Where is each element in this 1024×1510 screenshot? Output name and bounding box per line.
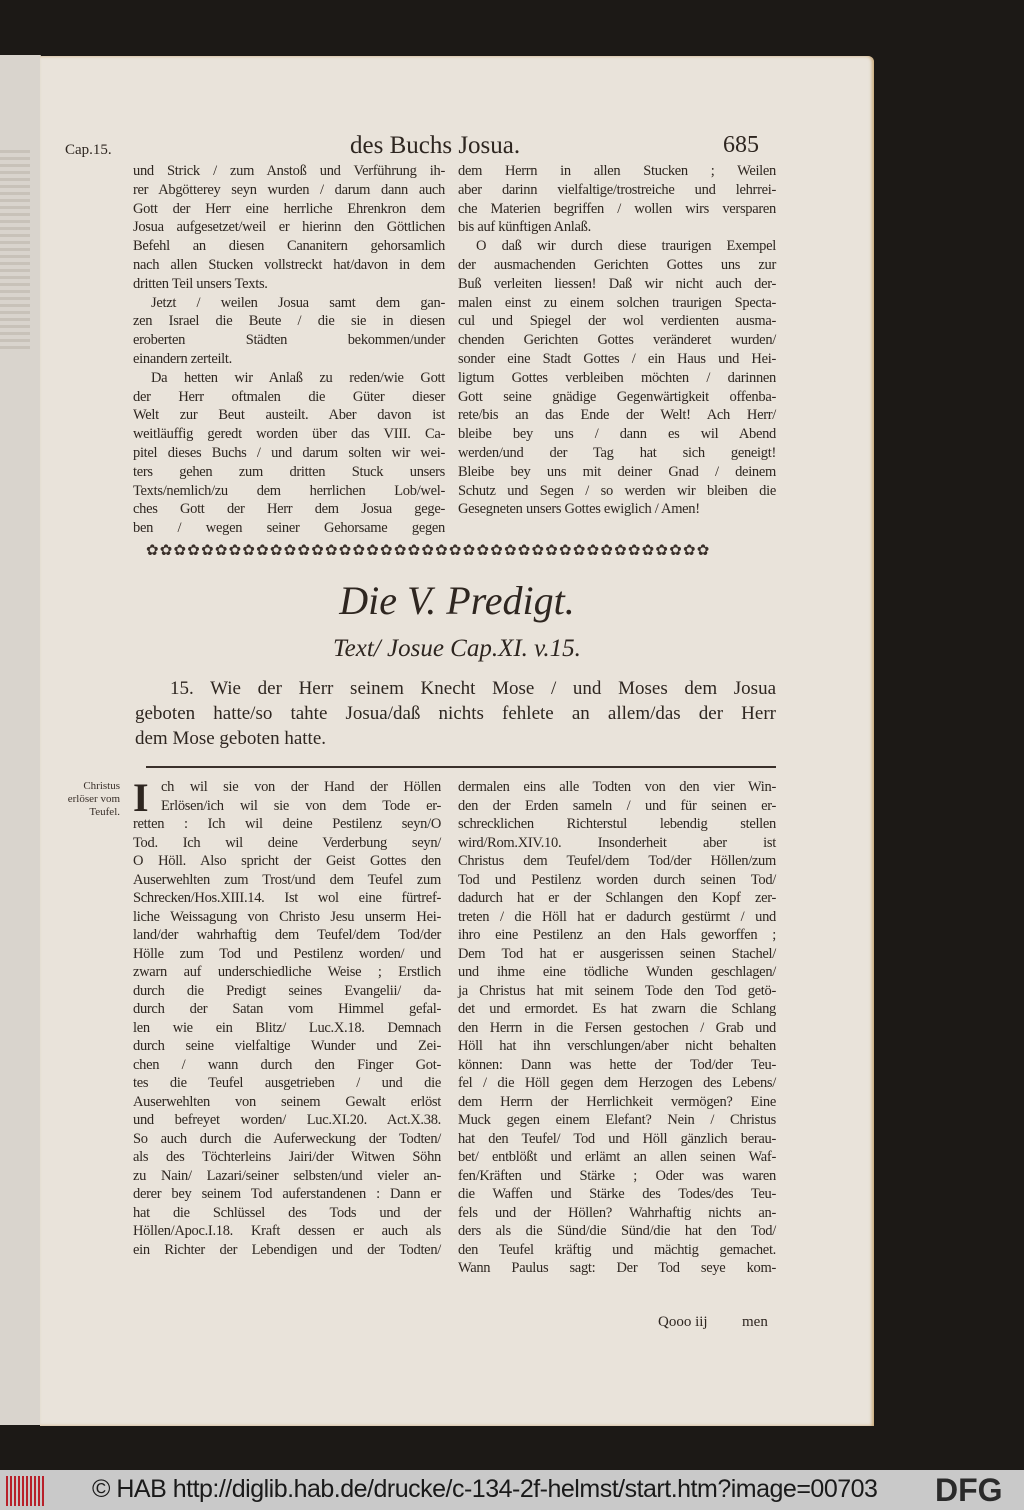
text-line: ein Richter der Lebendigen und der Todten/ — [133, 1241, 441, 1258]
text-line: Tod. Ich wil deine Verderbung seyn/ — [133, 834, 441, 851]
dfg-logo: DFG — [935, 1472, 1003, 1508]
text-line: land/der wahrhaftig dem Teufel/dem Tod/der — [133, 927, 441, 943]
text-line: ders als die Sünd/die Sünd/die hat den Tod/ — [458, 1223, 776, 1239]
drop-cap: I — [133, 775, 149, 820]
text-line: durch seine vielfaltige Wunder und Zei- — [133, 1038, 441, 1054]
text-line: chenden Gerichten Gottes veränderet wurden/ — [458, 332, 776, 349]
text-line: den Teufel kräftig und mächtig gemachet. — [458, 1241, 776, 1258]
text-line: den Herrn in die Fersen gestochen / Grab und — [458, 1019, 776, 1036]
text-line: Da hetten wir Anlaß zu reden/wie Gott — [151, 369, 445, 386]
text-line: hat die Schlüssel des Tods und der — [133, 1204, 441, 1221]
copyright-url: © HAB http://diglib.hab.de/drucke/c-134-2f-helmst/start.htm?image=00703 — [92, 1475, 878, 1503]
ornament-divider: ✿✿✿✿✿✿✿✿✿✿✿✿✿✿✿✿✿✿✿✿✿✿✿✿✿✿✿✿✿✿✿✿✿✿✿✿✿✿✿✿✿ — [146, 543, 711, 559]
text-line: treten / die Höll hat er dadurch gestürmt / und — [458, 908, 776, 925]
text-line: ben / wegen seiner Gehorsame gegen — [133, 520, 445, 537]
text-line: wird/Rom.XIV.10. Insonderheit aber ist — [458, 834, 776, 851]
text-line: ja Christus hat mit seinem Tode den Tod getö- — [458, 982, 776, 999]
text-line: Hölle zum Tod und Pestilenz worden/ und — [133, 945, 441, 962]
signature-mark: Qooo iij — [658, 1314, 708, 1330]
text-line: Josua aufgesetzet/weil er hierinn den Göttlichen — [133, 219, 445, 236]
chapter-marker: Cap.15. — [65, 142, 112, 158]
text-line: Christus dem Teufel/dem Tod/der Höllen/zum — [458, 853, 776, 869]
text-line: Wann Paulus sagt: Der Tod seye kom- — [458, 1260, 776, 1276]
text-line: durch die Predigt seines Evangelii/ da- — [133, 982, 441, 999]
text-line: Höllen/Apoc.I.18. Kraft dessen er auch als — [133, 1223, 441, 1239]
text-line: einandern zerteilt. — [133, 351, 232, 367]
text-line: Auserwehlten zum Trost/und dem Teufel zum — [133, 871, 441, 888]
text-line: dem Herrn der Herrlichkeit vermögen? Eine — [458, 1093, 776, 1110]
verse-line: 15. Wie der Herr seinem Knecht Mose / und Moses dem Josua — [170, 678, 776, 699]
sermon-title: Die V. Predigt. — [339, 578, 575, 623]
book-page — [40, 56, 874, 1426]
text-line: der ausmachenden Gerichten Gottes uns zur — [458, 257, 776, 273]
text-line: durch der Satan vom Himmel gefal- — [133, 1001, 441, 1017]
text-line: Tod und Pestilenz worden durch seinen Tod/ — [458, 871, 776, 888]
horizontal-rule — [146, 766, 776, 768]
text-line: dermalen eins alle Todten von den vier Win- — [458, 779, 776, 795]
text-line: ters gehen zum dritten Stuck unsers — [133, 463, 445, 480]
text-line: bleibe bey uns / dann es wil Abend — [458, 426, 776, 443]
text-line: chen / wann durch den Finger Got- — [133, 1056, 441, 1073]
text-line: zen Israel die Beute / die sie in diesen — [133, 313, 445, 330]
text-line: pitel dieses Buchs / und darum solten wir wei- — [133, 445, 445, 461]
text-line: dem Herrn in allen Stucken ; Weilen — [458, 163, 776, 179]
text-line: Dem Tod hat er ausgerissen seinen Stachel/ — [458, 945, 776, 962]
text-line: hat den Teufel/ Tod und Höll gänzlich berau- — [458, 1130, 776, 1147]
text-line: können: Dann was hette der Tod/der Teu- — [458, 1056, 776, 1073]
text-line: Jetzt / weilen Josua samt dem gan- — [151, 294, 445, 311]
text-line: Gesegneten unsers Gottes ewiglich / Amen! — [458, 501, 700, 518]
text-line: Höll hat ihn verschlungen/aber nicht behalten — [458, 1038, 776, 1054]
text-line: ches Gott der Herr dem Josua gege- — [133, 501, 445, 518]
text-line: werden/und der Tag hat sich geneigt! — [458, 445, 776, 461]
text-line: ligtum Gottes verbleiben möchten / darinnen — [458, 369, 776, 386]
text-line: als des Töchterleins Jairi/der Witwen Söhn — [133, 1149, 441, 1165]
text-line: Erlösen/ich wil sie von dem Tode er- — [161, 797, 441, 814]
text-reference: Text/ Josue Cap.XI. v.15. — [333, 635, 581, 662]
page-number: 685 — [723, 132, 759, 158]
previous-page-edge — [0, 55, 41, 1425]
text-line: Gott der Herr eine herrliche Ehrenkron dem — [133, 200, 445, 217]
text-line: Befehl an diesen Cananitern gehorsamlich — [133, 238, 445, 255]
text-line: che Materien begriffen / wollen wirs versparen — [458, 200, 776, 217]
text-line: O Höll. Also spricht der Geist Gottes den — [133, 853, 441, 869]
running-title: des Buchs Josua. — [350, 132, 521, 159]
text-line: Buß verleiten liessen! Daß wir nicht auch der- — [458, 275, 776, 292]
text-line: aber darinn vielfaltige/trostreiche und lehrrei- — [458, 181, 776, 198]
text-line: So auch durch die Auferweckung der Todten/ — [133, 1130, 441, 1147]
text-line: und ihme eine tödliche Wunden geschlagen/ — [458, 964, 776, 980]
text-line: tes die Teufel ausgetrieben / und die — [133, 1075, 441, 1091]
text-line: bis auf künftigen Anlaß. — [458, 219, 591, 236]
text-line: rer Abgötterey seyn wurden / darum dann auch — [133, 181, 445, 198]
text-line: schrecklichen Richterstul lebendig stellen — [458, 816, 776, 832]
text-line: weitläuffig geredt worden über das VIII. Ca- — [133, 426, 445, 443]
text-line: Muck gegen einem Elefant? Nein / Christus — [458, 1112, 776, 1128]
text-line: zu Nain/ Lazari/seiner selbsten/und vieler an- — [133, 1167, 441, 1184]
text-line: und Strick / zum Anstoß und Verführung ih- — [133, 163, 445, 179]
text-line: O daß wir durch diese traurigen Exempel — [476, 238, 776, 255]
text-line: eroberten Städten bekommen/under — [133, 332, 445, 349]
text-line: der Herr oftmalen die Güter dieser — [133, 388, 445, 405]
text-line: bet/ entblößt und erlämt an allen seinen Waf- — [458, 1149, 776, 1165]
text-line: malen einst zu einem solchen traurigen Specta- — [458, 294, 776, 311]
hab-logo-icon — [6, 1476, 46, 1506]
text-line: det und ermordet. Es hat zwarn die Schlang — [458, 1001, 776, 1017]
verse-line: geboten hatte/so tahte Josua/daß nichts fehlete an allem/das der Herr — [135, 703, 776, 724]
catchword: men — [742, 1314, 768, 1330]
margin-note: Christus erlöser vom Teufel. — [67, 780, 120, 818]
text-line: Auserwehlten von seinem Gewalt erlöst — [133, 1093, 441, 1110]
text-line: nach allen Stucken vollstreckt hat/davon in dem — [133, 257, 445, 273]
text-line: rete/bis an das Ende der Welt! Ach Herr/ — [458, 407, 776, 424]
text-line: cul und Spiegel der wol verdienten ausma- — [458, 313, 776, 330]
text-line: die Waffen und Stärke des Todes/des Teu- — [458, 1186, 776, 1202]
text-line: Schutz und Segen / so werden wir bleiben die — [458, 482, 776, 499]
text-line: ch wil sie von der Hand der Höllen — [161, 779, 441, 795]
text-line: Schrecken/Hos.XIII.14. Ist wol eine fürtref- — [133, 890, 441, 906]
text-line: ihro eine Pestilenz an den Hals geworffen ; — [458, 927, 776, 943]
text-line: Texts/nemlich/zu dem herrlichen Lob/wel- — [133, 482, 445, 499]
text-line: retten : Ich wil deine Pestilenz seyn/O — [133, 816, 441, 832]
text-line: Welt zur Beut austeilt. Aber davon ist — [133, 407, 445, 424]
footer-bar — [0, 1470, 1024, 1510]
text-line: len wie ein Blitz/ Luc.X.18. Demnach — [133, 1019, 441, 1036]
text-line: fel / die Höll gegen dem Herzogen des Lebens/ — [458, 1075, 776, 1091]
text-line: fen/Kräften und Stärke ; Oder was waren — [458, 1167, 776, 1184]
text-line: liche Weissagung von Christo Jesu unserm Hei- — [133, 908, 441, 925]
text-line: zwarn auf underschiedliche Weise ; Erstlich — [133, 964, 441, 980]
text-line: fels und der Höllen? Wahrhaftig nichts an- — [458, 1204, 776, 1221]
text-line: den der Erden sameln / und für seinen er- — [458, 797, 776, 814]
text-line: und befreyet worden/ Luc.XI.20. Act.X.38. — [133, 1112, 441, 1128]
text-line: sonder eine Stadt Gottes / ein Haus und Hei- — [458, 351, 776, 367]
text-line: Gott seine gnädige Gegenwärtigkeit offenba- — [458, 388, 776, 405]
text-line: Bleibe bey uns mit deiner Gnad / deinem — [458, 463, 776, 480]
text-line: dritten Teil unsers Texts. — [133, 275, 268, 292]
text-line: dadurch hat er der Schlangen den Kopf zer- — [458, 890, 776, 906]
text-line: derer bey seinem Tod auferstandenen : Dann er — [133, 1186, 441, 1202]
verse-line: dem Mose geboten hatte. — [135, 728, 327, 749]
